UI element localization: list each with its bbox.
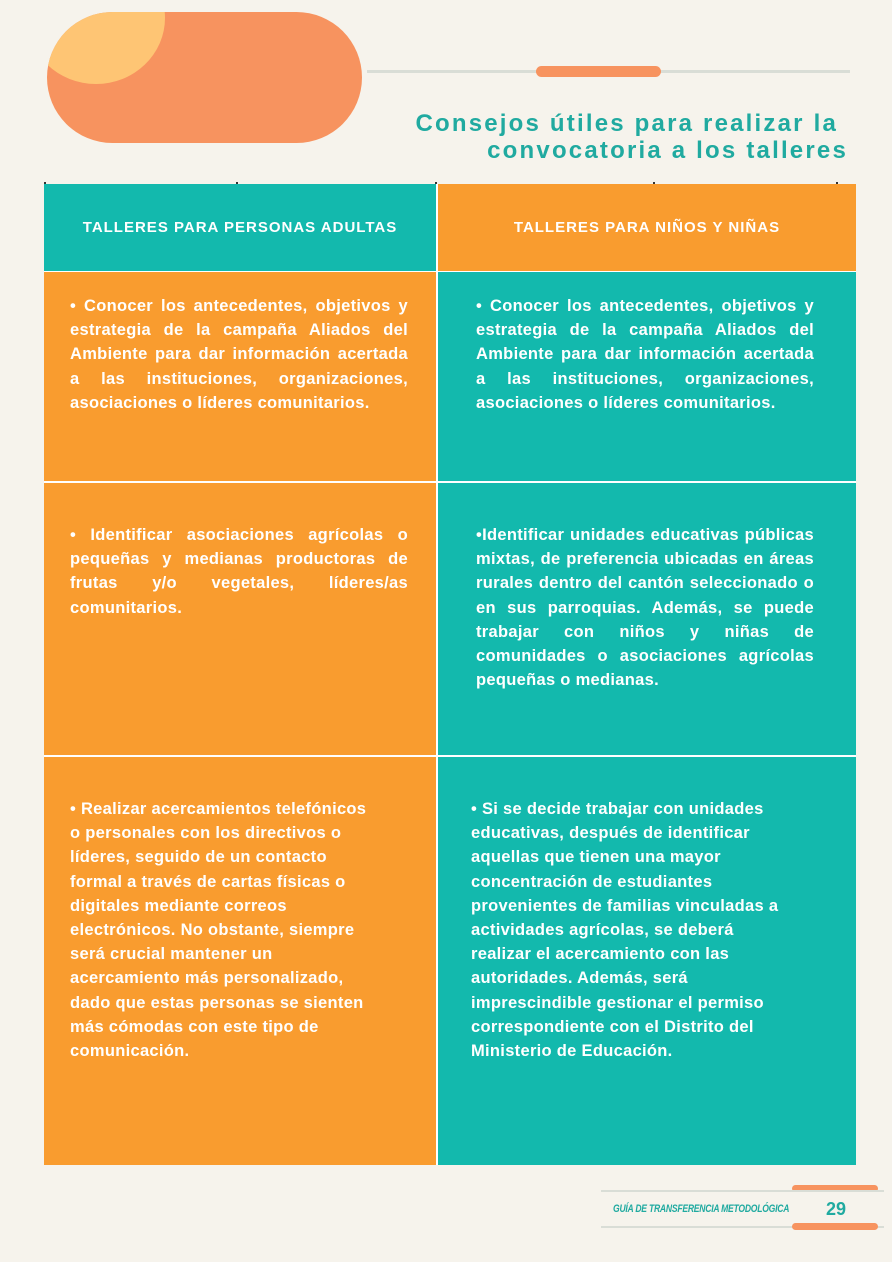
table-cell-adults-1: • Conocer los antecedentes, objetivos y estrategia de la campaña Aliados del Ambiente para dar información acertada a las instituciones, organizaciones, asociaciones o líderes comunitarios. bbox=[44, 272, 436, 481]
title-line-1: Consejos útiles para realizar la bbox=[415, 110, 838, 137]
table-cell-children-2: •Identificar unidades educativas públicas mixtas, de preferencia ubicadas en áreas rurales dentro del cantón seleccionado o en sus parroquias. Además, se puede trabajar con niños y niñas de comunidades o asociaciones agrícolas pequeñas o medianas. bbox=[438, 483, 856, 755]
decorative-circle bbox=[47, 12, 165, 84]
tips-table bbox=[44, 184, 856, 1165]
page-number: 29 bbox=[826, 1199, 847, 1219]
decorative-pill bbox=[47, 12, 362, 143]
header-children bbox=[438, 184, 856, 271]
header-accent-bar bbox=[536, 66, 661, 77]
page-title bbox=[415, 110, 848, 164]
table-cell-children-3: • Si se decide trabajar con unidades educativas, después de identificar aquellas que tienen una mayor concentración de estudiantes provenientes de familias vinculadas a actividades agrícolas, se deberá realizar el acercamiento con las autoridades. Además, será imprescindible gestionar el permiso correspondiente con el Distrito del Ministerio de Educación. bbox=[438, 757, 856, 1165]
footer-divider-top bbox=[601, 1190, 884, 1192]
table-cell-children-1: • Conocer los antecedentes, objetivos y estrategia de la campaña Aliados del Ambiente para dar información acertada a las instituciones, organizaciones, asociaciones o líderes comunitarios. bbox=[438, 272, 856, 481]
footer-accent-bar-bottom bbox=[792, 1223, 878, 1230]
header-children-label: TALLERES PARA NIÑOS Y NIÑAS bbox=[513, 219, 781, 236]
header-adults bbox=[44, 184, 436, 271]
table-cell-adults-3: • Realizar acercamientos telefónicos o personales con los directivos o líderes, seguido de un contacto formal a través de cartas físicas o digitales mediante correos electrónicos. No obstante, siempre será crucial mantener un acercamiento más personalizado, dado que estas personas se sienten más cómodas con este tipo de comunicación. bbox=[44, 757, 436, 1165]
footer-guide-title: GUÍA DE TRANSFERENCIA METODOLÓGICA bbox=[613, 1203, 790, 1215]
title-line-2: convocatoria a los talleres bbox=[487, 137, 848, 164]
table-cell-adults-2: • Identificar asociaciones agrícolas o pequeñas y medianas productoras de frutas y/o vegetales, líderes/as comunitarios. bbox=[44, 483, 436, 755]
header-adults-label: TALLERES PARA PERSONAS ADULTAS bbox=[82, 219, 398, 236]
